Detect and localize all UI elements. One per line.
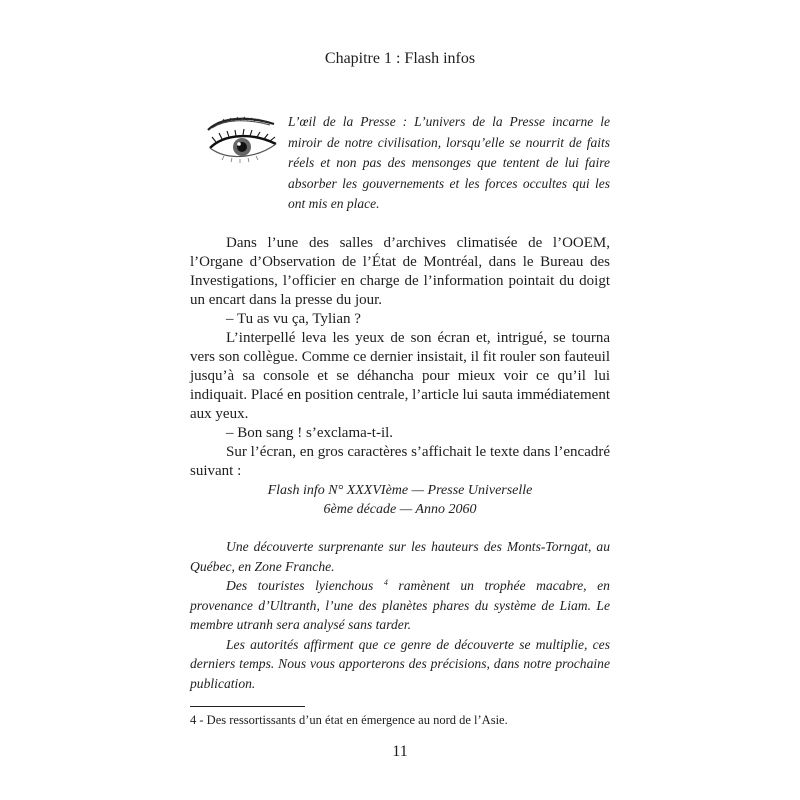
eye-icon	[204, 116, 282, 168]
footnote-reference[interactable]: 4	[383, 578, 388, 587]
footnote: 4 - Des ressortissants d’un état en émergence au nord de l’Asie.	[190, 713, 508, 727]
flash-info-date: 6ème décade — Anno 2060	[323, 502, 477, 517]
flash-info-header	[190, 481, 610, 519]
paragraph: Dans l’une des salles d’archives climatisée de l’OOEM, l’Organe d’Observation de l’État de Montréal, dans le Bureau des Investigations, l’officier en charge de l’information pointait du doigt un encart dans la presse du jour.	[190, 235, 610, 308]
page-number: 11	[392, 743, 408, 760]
flash-text: ramènent un trophée macabre, en provenance d’Ultranth, l’une des planètes phares du système de Liam. Le membre utranh sera analysé sans tarder.	[190, 578, 610, 632]
paragraph: Sur l’écran, en gros caractères s’affichait le texte dans l’encadré suivant :	[190, 444, 610, 479]
chapter-title: Chapitre 1 : Flash infos	[324, 50, 476, 67]
flash-text: Des touristes lyienchous	[226, 578, 374, 593]
flash-paragraph: Une découverte surprenante sur les hauteurs des Monts-Torngat, au Québec, en Zone Franche.	[190, 539, 610, 574]
flash-info-title: Flash info N° XXXVIème — Presse Universelle	[267, 483, 533, 498]
paragraph: – Bon sang ! s’exclama-t-il.	[226, 425, 394, 441]
body-text	[190, 234, 610, 481]
footnote-divider	[190, 706, 305, 707]
paragraph: L’interpellé leva les yeux de son écran et, intrigué, se tourna vers son collègue. Comme ce dernier insistait, il fit rouler son fauteuil jusqu’à sa console et se déhancha pour mieux voir ce qu’il lui indiquait. Placé en position centrale, l’article lui sauta immédiatement aux yeux.	[190, 330, 610, 422]
flash-paragraph: Les autorités affirment que ce genre de découverte se multiplie, ces derniers temps. Nous vous apporterons des précisions, dans notre prochaine publication.	[190, 636, 610, 691]
flash-info-body	[190, 537, 610, 693]
paragraph: – Tu as vu ça, Tylian ?	[226, 311, 361, 327]
epigraph: L’œil de la Presse : L’univers de la Presse incarne le miroir de notre civilisation, lorsqu’elle se nourrit de faits réels et non pas des mensonges que tentent de lui faire absorber les gouvernements et les forces occultes qui les ont mis en place.	[288, 114, 610, 211]
flash-paragraph	[190, 576, 610, 635]
